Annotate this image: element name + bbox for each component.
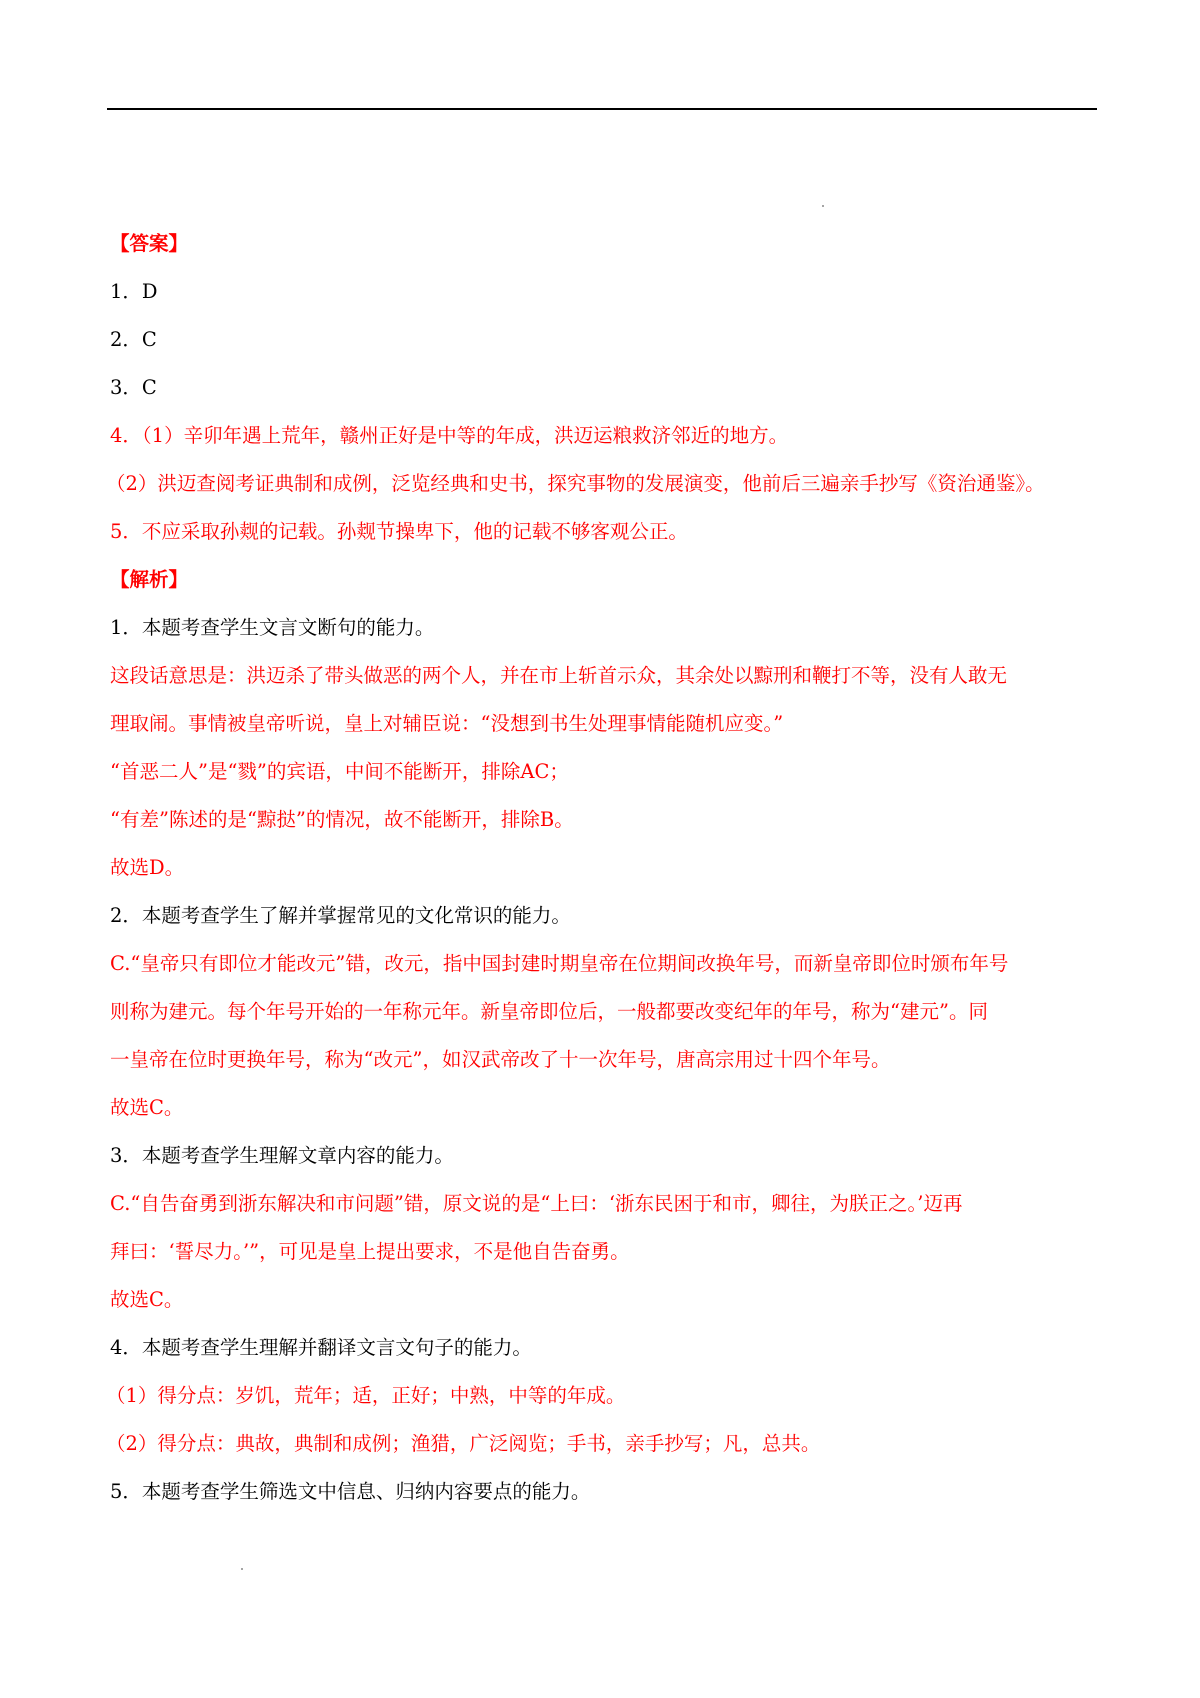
analysis-line: C.“皇帝只有即位才能改元”错，改元，指中国封建时期皇帝在位期间改换年号，而新皇帝即位时颁布年号 <box>110 952 1009 975</box>
analysis-line: （2）得分点：典故，典制和成例；渔猎，广泛阅览；手书，亲手抄写；凡，总共。 <box>106 1432 821 1455</box>
analysis-line: 故选C。 <box>110 1288 184 1311</box>
analysis-line: 拜曰：‘誓尽力。’”，可见是皇上提出要求，不是他自告奋勇。 <box>110 1240 630 1263</box>
header-rule <box>107 108 1097 110</box>
analysis-line: “首恶二人”是“戮”的宾语，中间不能断开，排除AC； <box>110 760 569 783</box>
analysis-line: “有差”陈述的是“黥挞”的情况，故不能断开，排除B。 <box>110 808 574 831</box>
answer-line-5: 5．不应采取孙觌的记载。孙觌节操卑下，他的记载不够客观公正。 <box>110 520 688 543</box>
analysis-line: C.“自告奋勇到浙东解决和市问题”错，原文说的是“上曰：‘浙东民困于和市，卿往，为朕正之。’迈再 <box>110 1192 963 1215</box>
analysis-line: 5．本题考查学生筛选文中信息、归纳内容要点的能力。 <box>110 1480 591 1503</box>
answer-line-2: 2．C <box>110 328 157 351</box>
analysis-line: 一皇帝在位时更换年号，称为“改元”，如汉武帝改了十一次年号，唐高宗用过十四个年号。 <box>110 1048 891 1071</box>
analysis-line: 3．本题考查学生理解文章内容的能力。 <box>110 1144 454 1167</box>
analysis-line: 4．本题考查学生理解并翻译文言文句子的能力。 <box>110 1336 532 1359</box>
stray-dot-bottom <box>241 1568 243 1570</box>
analysis-line: 故选C。 <box>110 1096 184 1119</box>
answer-line-4-2: （2）洪迈查阅考证典制和成例，泛览经典和史书，探究事物的发展演变，他前后三遍亲手抄写《资治通鉴》。 <box>106 472 1045 495</box>
analysis-line: 理取闹。事情被皇帝听说，皇上对辅臣说：“没想到书生处理事情能随机应变。” <box>110 712 784 735</box>
analysis-line: 则称为建元。每个年号开始的一年称元年。新皇帝即位后，一般都要改变纪年的年号，称为“建元”。同 <box>110 1000 988 1023</box>
answer-line-3: 3．C <box>110 376 157 399</box>
answer-line-4: 4．（1）辛卯年遇上荒年，赣州正好是中等的年成，洪迈运粮救济邻近的地方。 <box>110 424 789 447</box>
analysis-line: 这段话意思是：洪迈杀了带头做恶的两个人，并在市上斩首示众，其余处以黥刑和鞭打不等，没有人敢无 <box>110 664 1008 687</box>
analysis-line: 1．本题考查学生文言文断句的能力。 <box>110 616 435 639</box>
answer-line-1: 1．D <box>110 280 158 303</box>
answer-heading: 【答案】 <box>110 232 189 255</box>
document-body <box>106 232 1100 1528</box>
analysis-line: 故选D。 <box>110 856 185 879</box>
analysis-line: （1）得分点：岁饥，荒年；适，正好；中熟，中等的年成。 <box>106 1384 626 1407</box>
stray-dot-top <box>822 205 824 207</box>
analysis-heading: 【解析】 <box>110 568 189 591</box>
analysis-line: 2．本题考查学生了解并掌握常见的文化常识的能力。 <box>110 904 571 927</box>
